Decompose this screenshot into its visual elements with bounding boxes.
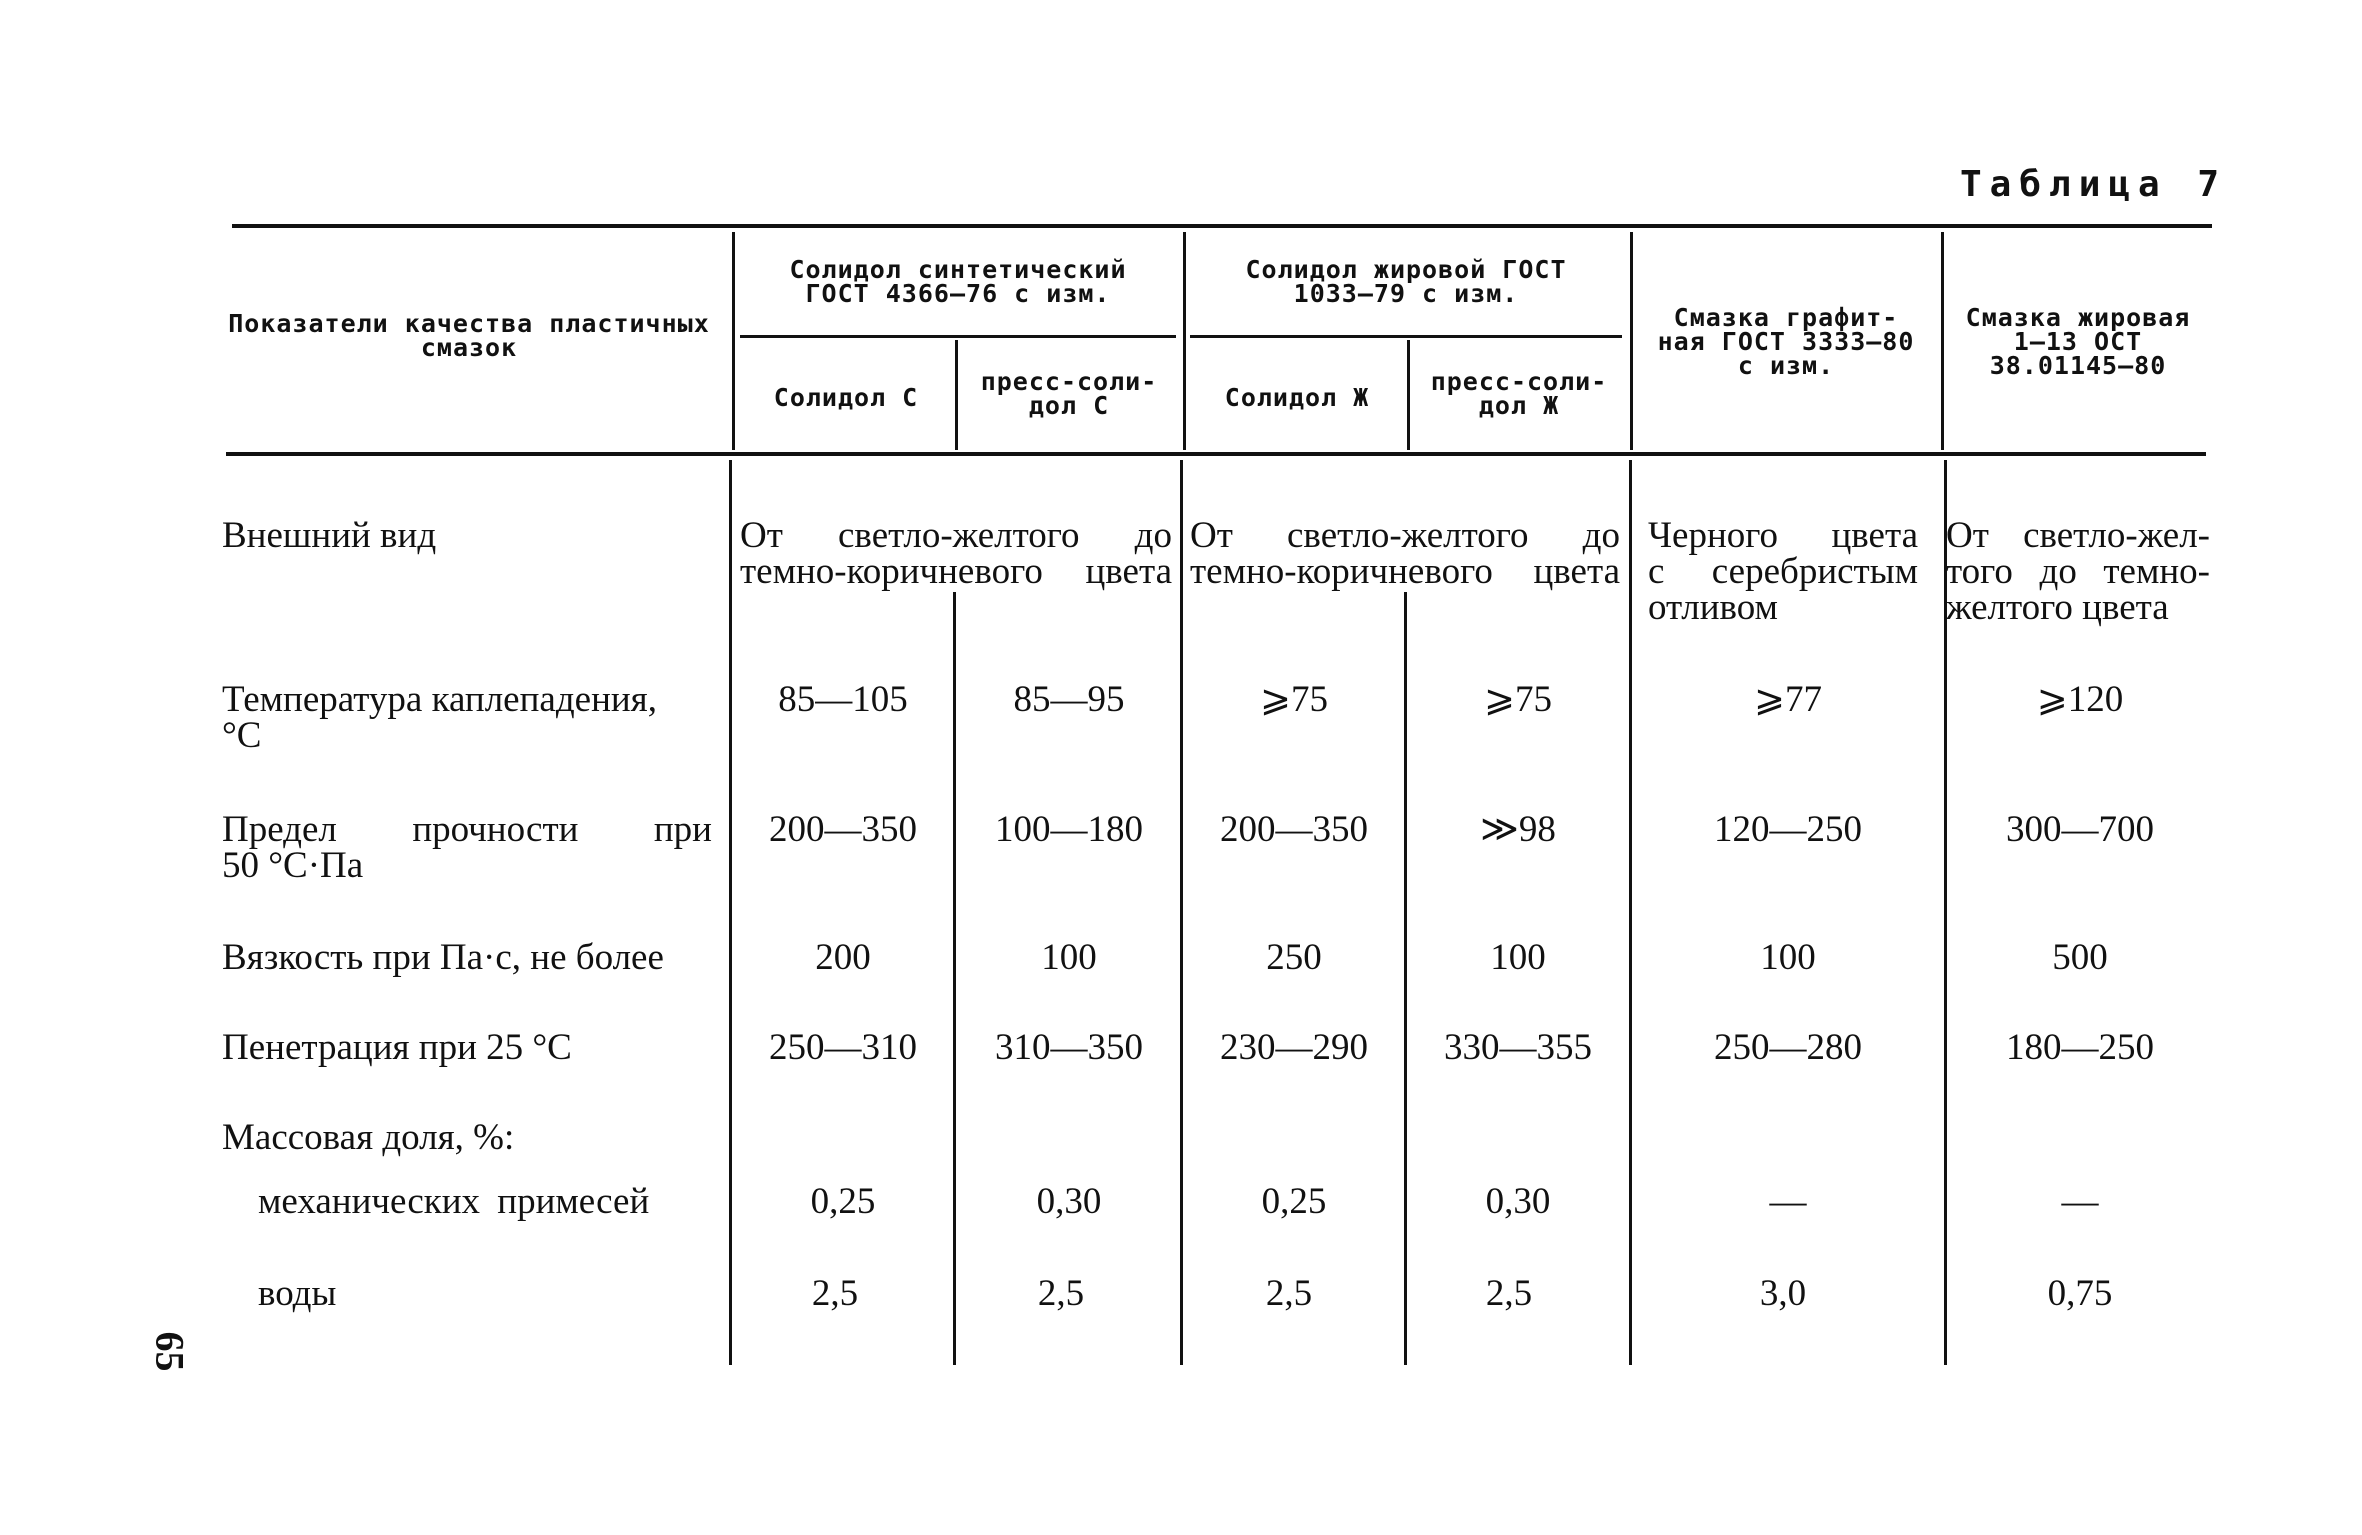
cell: 0,30 bbox=[1485, 1181, 1551, 1222]
cell: 180—250 bbox=[2006, 1027, 2154, 1068]
cell: 500 bbox=[2052, 937, 2108, 978]
row-label-dropping-point: Температура каплепадения, °С bbox=[222, 679, 657, 756]
cell: ⩾77 bbox=[1753, 679, 1822, 720]
group2-sub-rule bbox=[1190, 335, 1622, 338]
header-group1: Солидол синтетический ГОСТ 4366—76 с изм. bbox=[789, 255, 1127, 308]
body-vline-2 bbox=[953, 592, 956, 1365]
cell: 300—700 bbox=[2006, 809, 2154, 850]
cell: — bbox=[1769, 1181, 1807, 1222]
top-rule bbox=[232, 224, 2212, 228]
cell: 250—310 bbox=[769, 1027, 917, 1068]
appearance-col6: От светло-жел- того до темно- желтого цвета bbox=[1946, 515, 2210, 628]
header-group2-sub1: Солидол Ж bbox=[1224, 383, 1370, 412]
header-vline-6 bbox=[1941, 232, 1944, 450]
header-vline-3 bbox=[1183, 232, 1186, 450]
cell: 250—280 bbox=[1714, 1027, 1862, 1068]
row-label-penetration: Пенетрация при 25 °С bbox=[222, 1027, 572, 1068]
body-vline-4 bbox=[1404, 592, 1407, 1365]
cell: 100—180 bbox=[995, 809, 1143, 850]
cell: 200 bbox=[815, 937, 871, 978]
cell: ⩾120 bbox=[2036, 679, 2124, 720]
cell: 2,5 bbox=[811, 1273, 859, 1314]
header-vline-5 bbox=[1630, 232, 1633, 450]
cell: 100 bbox=[1041, 937, 1097, 978]
cell: ⩾75 bbox=[1259, 679, 1328, 720]
header-group1-sub2: пресс-соли- дол С bbox=[980, 367, 1158, 420]
header-group2-sub2: пресс-соли- дол Ж bbox=[1430, 367, 1608, 420]
cell: 100 bbox=[1490, 937, 1546, 978]
cell: 200—350 bbox=[1220, 809, 1368, 850]
cell: 230—290 bbox=[1220, 1027, 1368, 1068]
header-col5: Смазка графит- ная ГОСТ 3333—80 с изм. bbox=[1657, 303, 1915, 380]
cell: 0,25 bbox=[1261, 1181, 1327, 1222]
appearance-group1: От светло-желтого до темно-коричневого цвета bbox=[740, 515, 1172, 592]
cell: 100 bbox=[1760, 937, 1816, 978]
header-col6: Смазка жировая 1—13 ОСТ 38.01145—80 bbox=[1965, 303, 2191, 380]
row-label-strength: Предел прочности при 50 °С·Па bbox=[222, 809, 712, 886]
cell: 200—350 bbox=[769, 809, 917, 850]
header-group1-sub1: Солидол С bbox=[773, 383, 919, 412]
row-label-mass-fraction: Массовая доля, %: bbox=[222, 1117, 515, 1158]
cell: ≫98 bbox=[1480, 809, 1556, 850]
group1-sub-rule bbox=[740, 335, 1176, 338]
cell: 0,30 bbox=[1036, 1181, 1102, 1222]
appearance-col5: Черного цвета с серебристым отливом bbox=[1648, 515, 1918, 628]
cell: 2,5 bbox=[1485, 1273, 1533, 1314]
cell: 0,25 bbox=[810, 1181, 876, 1222]
appearance-group2: От светло-желтого до темно-коричневого цвета bbox=[1190, 515, 1620, 592]
body-vline-5 bbox=[1629, 460, 1632, 1365]
row-label-viscosity: Вязкость при Па·с, не более bbox=[222, 937, 664, 978]
body-vline-1 bbox=[729, 460, 732, 1365]
cell: ⩾75 bbox=[1483, 679, 1552, 720]
header-bottom-rule bbox=[226, 452, 2206, 456]
cell: 250 bbox=[1266, 937, 1322, 978]
cell: 2,5 bbox=[1037, 1273, 1085, 1314]
body-vline-3 bbox=[1180, 460, 1183, 1365]
header-group2: Солидол жировой ГОСТ 1033—79 с изм. bbox=[1245, 255, 1567, 308]
cell: 0,75 bbox=[2047, 1273, 2113, 1314]
header-indicator: Показатели качества пластичных смазок bbox=[228, 309, 710, 362]
header-vline-4 bbox=[1407, 340, 1410, 450]
page-number: 65 bbox=[147, 1331, 193, 1372]
header-vline-2 bbox=[955, 340, 958, 450]
cell: 330—355 bbox=[1444, 1027, 1592, 1068]
cell: 310—350 bbox=[995, 1027, 1143, 1068]
cell: 85—105 bbox=[778, 679, 908, 720]
row-label-mechanical-impurities: механических примесей bbox=[258, 1181, 650, 1222]
cell: 120—250 bbox=[1714, 809, 1862, 850]
cell: 85—95 bbox=[1013, 679, 1125, 720]
cell: 3,0 bbox=[1759, 1273, 1807, 1314]
cell: — bbox=[2061, 1181, 2099, 1222]
header-vline-1 bbox=[732, 232, 735, 450]
row-label-water: воды bbox=[258, 1273, 337, 1314]
row-label-appearance: Внешний вид bbox=[222, 515, 437, 556]
cell: 2,5 bbox=[1265, 1273, 1313, 1314]
table-caption: Таблица 7 bbox=[1960, 164, 2228, 205]
